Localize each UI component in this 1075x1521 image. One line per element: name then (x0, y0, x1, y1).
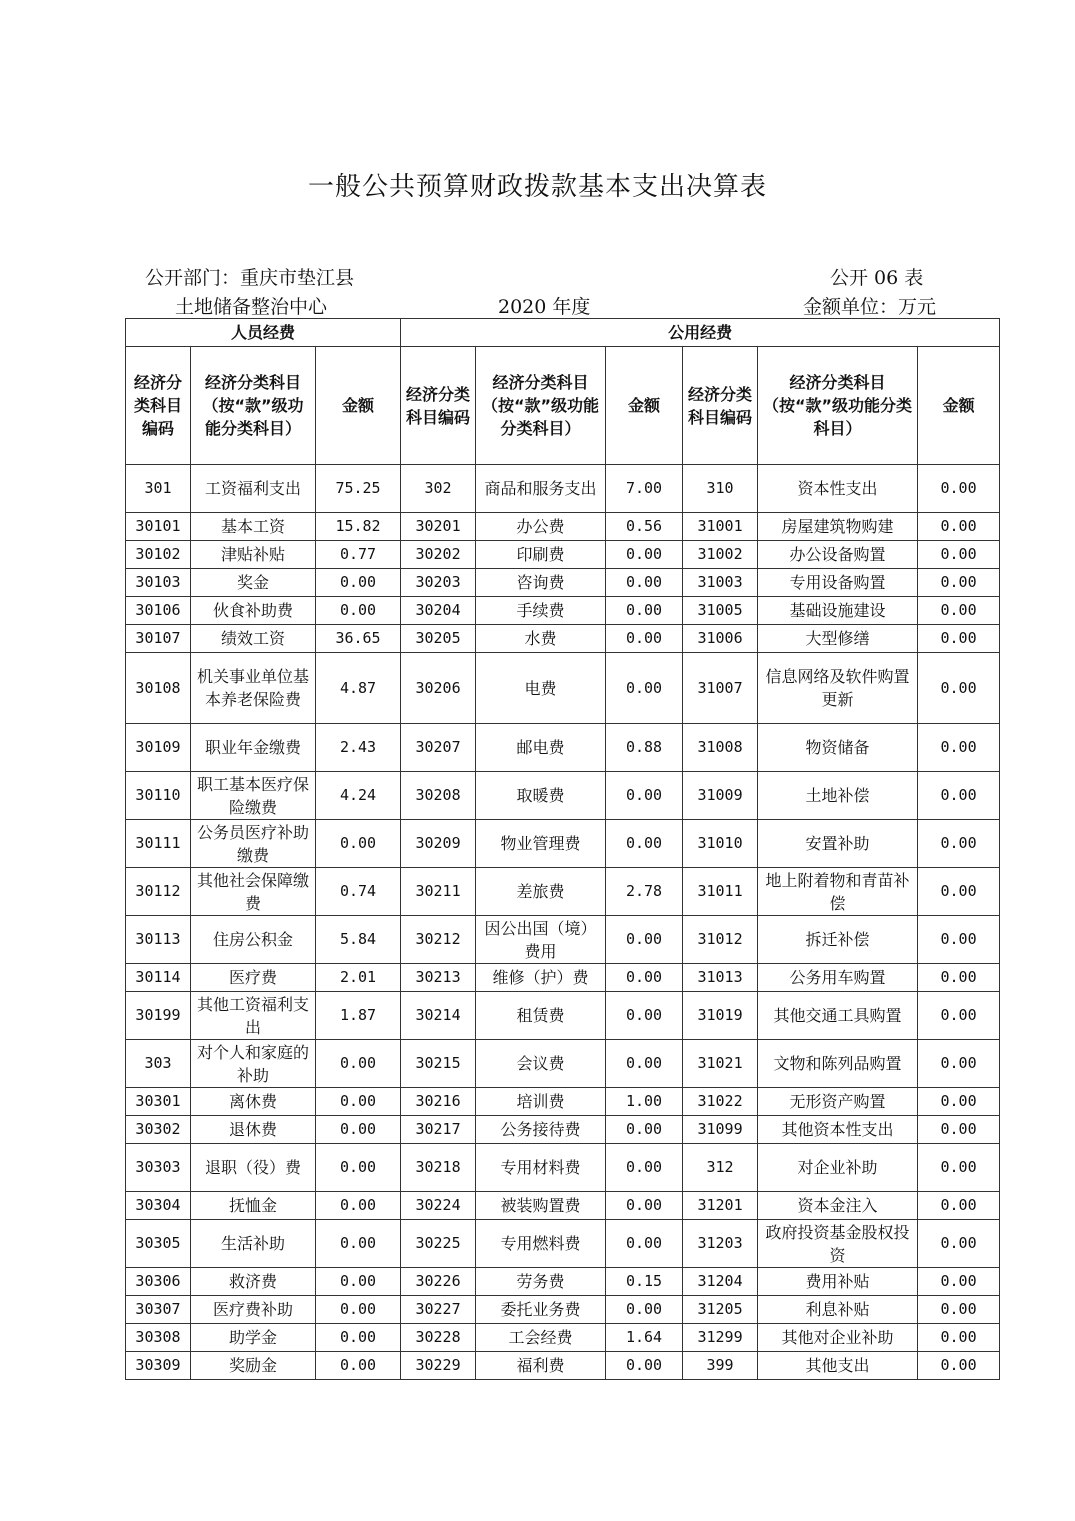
year-label: 2020 年度 (498, 296, 591, 318)
cell-code: 30110 (126, 772, 191, 820)
cell-amount: 0.00 (316, 1116, 401, 1144)
cell-name: 地上附着物和青苗补偿 (758, 868, 918, 916)
cell-code: 30108 (126, 653, 191, 724)
cell-code: 30201 (401, 513, 476, 541)
cell-code: 31005 (683, 597, 758, 625)
table-row (126, 653, 1000, 724)
cell-name: 抚恤金 (191, 1192, 316, 1220)
dept-line-1: 公开部门：重庆市垫江县 (145, 267, 355, 289)
cell-name: 住房公积金 (191, 916, 316, 964)
header-amount: 金额 (316, 347, 401, 465)
cell-amount: 0.00 (918, 1088, 1000, 1116)
cell-code: 30218 (401, 1144, 476, 1192)
cell-amount: 0.00 (316, 1352, 401, 1380)
cell-code: 30101 (126, 513, 191, 541)
cell-name: 伙食补助费 (191, 597, 316, 625)
cell-amount: 0.00 (316, 597, 401, 625)
expenditure-table (125, 318, 1000, 1380)
cell-name: 大型修缮 (758, 625, 918, 653)
cell-code: 31022 (683, 1088, 758, 1116)
header-name: 经济分类科目（按“款”级功能分类科目） (758, 347, 918, 465)
cell-amount: 1.87 (316, 992, 401, 1040)
cell-code: 30304 (126, 1192, 191, 1220)
cell-code: 30303 (126, 1144, 191, 1192)
cell-name: 办公费 (476, 513, 606, 541)
table-row (126, 541, 1000, 569)
cell-code: 30106 (126, 597, 191, 625)
table-row (126, 513, 1000, 541)
cell-code: 30305 (126, 1220, 191, 1268)
cell-name: 邮电费 (476, 724, 606, 772)
cell-code: 30307 (126, 1296, 191, 1324)
cell-name: 医疗费补助 (191, 1296, 316, 1324)
cell-amount: 0.00 (918, 1268, 1000, 1296)
cell-amount: 0.00 (918, 1296, 1000, 1324)
cell-code: 399 (683, 1352, 758, 1380)
cell-code: 30308 (126, 1324, 191, 1352)
cell-code: 30109 (126, 724, 191, 772)
cell-amount: 0.00 (316, 1296, 401, 1324)
table-row (126, 992, 1000, 1040)
cell-code: 30204 (401, 597, 476, 625)
cell-amount: 0.00 (316, 1040, 401, 1088)
cell-name: 工资福利支出 (191, 465, 316, 513)
cell-code: 30102 (126, 541, 191, 569)
cell-code: 302 (401, 465, 476, 513)
cell-code: 30309 (126, 1352, 191, 1380)
cell-code: 31201 (683, 1192, 758, 1220)
cell-name: 职业年金缴费 (191, 724, 316, 772)
cell-name: 机关事业单位基本养老保险费 (191, 653, 316, 724)
cell-amount: 0.00 (606, 597, 683, 625)
cell-name: 奖金 (191, 569, 316, 597)
cell-code: 30224 (401, 1192, 476, 1220)
cell-name: 手续费 (476, 597, 606, 625)
cell-code: 30209 (401, 820, 476, 868)
cell-amount: 0.00 (918, 772, 1000, 820)
cell-amount: 0.00 (918, 541, 1000, 569)
cell-code: 30214 (401, 992, 476, 1040)
header-code: 经济分类科目编码 (126, 347, 191, 465)
cell-code: 30302 (126, 1116, 191, 1144)
header-amount: 金额 (606, 347, 683, 465)
table-row (126, 820, 1000, 868)
cell-amount: 0.00 (918, 820, 1000, 868)
cell-amount: 0.15 (606, 1268, 683, 1296)
table-row (126, 1268, 1000, 1296)
table-row (126, 964, 1000, 992)
header-amount: 金额 (918, 347, 1000, 465)
cell-code: 30229 (401, 1352, 476, 1380)
table-row (126, 1296, 1000, 1324)
cell-code: 30199 (126, 992, 191, 1040)
table-row (126, 597, 1000, 625)
cell-code: 301 (126, 465, 191, 513)
cell-code: 30306 (126, 1268, 191, 1296)
cell-name: 公务员医疗补助缴费 (191, 820, 316, 868)
cell-amount: 0.00 (918, 964, 1000, 992)
cell-amount: 0.00 (606, 1220, 683, 1268)
cell-name: 公务用车购置 (758, 964, 918, 992)
cell-amount: 2.43 (316, 724, 401, 772)
cell-code: 30228 (401, 1324, 476, 1352)
table-row (126, 916, 1000, 964)
cell-amount: 0.00 (316, 1324, 401, 1352)
cell-name: 劳务费 (476, 1268, 606, 1296)
header-code: 经济分类科目编码 (683, 347, 758, 465)
cell-amount: 1.00 (606, 1088, 683, 1116)
cell-amount: 1.64 (606, 1324, 683, 1352)
cell-name: 咨询费 (476, 569, 606, 597)
table-row (126, 1220, 1000, 1268)
cell-amount: 0.00 (606, 1192, 683, 1220)
cell-name: 会议费 (476, 1040, 606, 1088)
cell-code: 31012 (683, 916, 758, 964)
cell-name: 因公出国（境）费用 (476, 916, 606, 964)
cell-amount: 0.00 (918, 569, 1000, 597)
cell-name: 维修（护）费 (476, 964, 606, 992)
cell-name: 信息网络及软件购置更新 (758, 653, 918, 724)
cell-name: 培训费 (476, 1088, 606, 1116)
table-row (126, 569, 1000, 597)
cell-name: 福利费 (476, 1352, 606, 1380)
cell-amount: 0.00 (316, 820, 401, 868)
header-name: 经济分类科目（按“款”级功能分类科目） (476, 347, 606, 465)
form-number: 公开 06 表 (830, 267, 924, 289)
cell-code: 31013 (683, 964, 758, 992)
cell-code: 30206 (401, 653, 476, 724)
table-row (126, 1040, 1000, 1088)
cell-code: 310 (683, 465, 758, 513)
cell-amount: 0.56 (606, 513, 683, 541)
cell-amount: 0.88 (606, 724, 683, 772)
cell-code: 31001 (683, 513, 758, 541)
cell-code: 31002 (683, 541, 758, 569)
table-row (126, 625, 1000, 653)
cell-name: 专用材料费 (476, 1144, 606, 1192)
cell-code: 31003 (683, 569, 758, 597)
cell-amount: 0.00 (606, 820, 683, 868)
cell-name: 被装购置费 (476, 1192, 606, 1220)
cell-name: 津贴补贴 (191, 541, 316, 569)
cell-name: 医疗费 (191, 964, 316, 992)
cell-amount: 0.00 (316, 1192, 401, 1220)
cell-amount: 0.00 (606, 964, 683, 992)
cell-code: 31008 (683, 724, 758, 772)
cell-name: 资本性支出 (758, 465, 918, 513)
cell-amount: 0.00 (918, 1144, 1000, 1192)
table-row (126, 1352, 1000, 1380)
cell-name: 物资储备 (758, 724, 918, 772)
cell-amount: 0.00 (606, 1296, 683, 1324)
cell-code: 31010 (683, 820, 758, 868)
cell-amount: 0.00 (316, 569, 401, 597)
table-row (126, 1192, 1000, 1220)
cell-name: 其他社会保障缴费 (191, 868, 316, 916)
cell-name: 物业管理费 (476, 820, 606, 868)
cell-amount: 0.00 (606, 1352, 683, 1380)
cell-amount: 0.00 (606, 541, 683, 569)
cell-code: 30207 (401, 724, 476, 772)
cell-amount: 0.00 (918, 513, 1000, 541)
cell-amount: 0.77 (316, 541, 401, 569)
cell-name: 委托业务费 (476, 1296, 606, 1324)
cell-amount: 0.74 (316, 868, 401, 916)
cell-name: 水费 (476, 625, 606, 653)
table-row (126, 1324, 1000, 1352)
cell-code: 30216 (401, 1088, 476, 1116)
cell-name: 政府投资基金股权投资 (758, 1220, 918, 1268)
cell-name: 文物和陈列品购置 (758, 1040, 918, 1088)
cell-amount: 7.00 (606, 465, 683, 513)
cell-code: 30114 (126, 964, 191, 992)
cell-name: 绩效工资 (191, 625, 316, 653)
unit-label: 金额单位：万元 (803, 296, 937, 318)
cell-code: 30212 (401, 916, 476, 964)
cell-code: 30107 (126, 625, 191, 653)
header-code: 经济分类科目编码 (401, 347, 476, 465)
table-row (126, 465, 1000, 513)
cell-name: 房屋建筑物购建 (758, 513, 918, 541)
cell-amount: 0.00 (606, 1144, 683, 1192)
table-row (126, 772, 1000, 820)
cell-amount: 0.00 (918, 653, 1000, 724)
cell-name: 印刷费 (476, 541, 606, 569)
cell-name: 退休费 (191, 1116, 316, 1144)
cell-amount: 0.00 (918, 1192, 1000, 1220)
cell-name: 利息补贴 (758, 1296, 918, 1324)
cell-amount: 0.00 (606, 1116, 683, 1144)
cell-amount: 4.24 (316, 772, 401, 820)
cell-amount: 0.00 (606, 992, 683, 1040)
cell-code: 30211 (401, 868, 476, 916)
cell-name: 离休费 (191, 1088, 316, 1116)
page-title: 一般公共预算财政拨款基本支出决算表 (307, 172, 767, 202)
table-row (126, 1088, 1000, 1116)
cell-amount: 36.65 (316, 625, 401, 653)
cell-name: 其他对企业补助 (758, 1324, 918, 1352)
section-public: 公用经费 (401, 319, 1000, 347)
cell-name: 对个人和家庭的补助 (191, 1040, 316, 1088)
cell-amount: 0.00 (918, 1324, 1000, 1352)
cell-amount: 0.00 (918, 1116, 1000, 1144)
cell-name: 资本金注入 (758, 1192, 918, 1220)
cell-code: 31006 (683, 625, 758, 653)
cell-code: 30111 (126, 820, 191, 868)
cell-name: 电费 (476, 653, 606, 724)
cell-code: 30112 (126, 868, 191, 916)
cell-amount: 0.00 (606, 625, 683, 653)
cell-name: 取暖费 (476, 772, 606, 820)
cell-name: 其他支出 (758, 1352, 918, 1380)
cell-code: 30208 (401, 772, 476, 820)
cell-code: 30225 (401, 1220, 476, 1268)
cell-amount: 0.00 (606, 916, 683, 964)
cell-code: 31099 (683, 1116, 758, 1144)
cell-code: 31204 (683, 1268, 758, 1296)
table-row (126, 868, 1000, 916)
cell-name: 对企业补助 (758, 1144, 918, 1192)
cell-name: 基本工资 (191, 513, 316, 541)
cell-code: 31019 (683, 992, 758, 1040)
cell-name: 费用补贴 (758, 1268, 918, 1296)
cell-code: 30227 (401, 1296, 476, 1324)
table-body (126, 465, 1000, 1380)
cell-amount: 0.00 (918, 597, 1000, 625)
cell-amount: 0.00 (918, 992, 1000, 1040)
table-row (126, 1116, 1000, 1144)
cell-amount: 0.00 (606, 653, 683, 724)
cell-code: 31203 (683, 1220, 758, 1268)
cell-name: 职工基本医疗保险缴费 (191, 772, 316, 820)
table-row (126, 1144, 1000, 1192)
cell-amount: 0.00 (918, 465, 1000, 513)
cell-amount: 0.00 (316, 1268, 401, 1296)
cell-amount: 0.00 (606, 569, 683, 597)
cell-amount: 0.00 (316, 1088, 401, 1116)
cell-amount: 0.00 (918, 1352, 1000, 1380)
cell-name: 无形资产购置 (758, 1088, 918, 1116)
cell-name: 退职（役）费 (191, 1144, 316, 1192)
cell-amount: 75.25 (316, 465, 401, 513)
cell-code: 303 (126, 1040, 191, 1088)
cell-code: 31299 (683, 1324, 758, 1352)
cell-name: 公务接待费 (476, 1116, 606, 1144)
table-row (126, 724, 1000, 772)
cell-name: 差旅费 (476, 868, 606, 916)
cell-name: 土地补偿 (758, 772, 918, 820)
cell-amount: 0.00 (918, 625, 1000, 653)
cell-name: 救济费 (191, 1268, 316, 1296)
cell-code: 30213 (401, 964, 476, 992)
cell-amount: 0.00 (606, 772, 683, 820)
cell-code: 30215 (401, 1040, 476, 1088)
cell-amount: 2.78 (606, 868, 683, 916)
cell-code: 30113 (126, 916, 191, 964)
cell-amount: 2.01 (316, 964, 401, 992)
cell-amount: 0.00 (918, 1220, 1000, 1268)
cell-amount: 4.87 (316, 653, 401, 724)
cell-code: 30217 (401, 1116, 476, 1144)
header-name: 经济分类科目（按“款”级功能分类科目） (191, 347, 316, 465)
cell-code: 30226 (401, 1268, 476, 1296)
cell-name: 助学金 (191, 1324, 316, 1352)
cell-amount: 5.84 (316, 916, 401, 964)
cell-amount: 0.00 (316, 1220, 401, 1268)
cell-code: 30103 (126, 569, 191, 597)
section-personnel: 人员经费 (126, 319, 401, 347)
cell-name: 其他交通工具购置 (758, 992, 918, 1040)
cell-amount: 0.00 (918, 724, 1000, 772)
cell-name: 办公设备购置 (758, 541, 918, 569)
cell-code: 31009 (683, 772, 758, 820)
cell-code: 30301 (126, 1088, 191, 1116)
cell-amount: 0.00 (316, 1144, 401, 1192)
cell-code: 30203 (401, 569, 476, 597)
cell-code: 31205 (683, 1296, 758, 1324)
cell-name: 拆迁补偿 (758, 916, 918, 964)
cell-name: 生活补助 (191, 1220, 316, 1268)
cell-amount: 0.00 (918, 916, 1000, 964)
cell-code: 30202 (401, 541, 476, 569)
cell-name: 租赁费 (476, 992, 606, 1040)
cell-code: 312 (683, 1144, 758, 1192)
cell-name: 奖励金 (191, 1352, 316, 1380)
cell-code: 31011 (683, 868, 758, 916)
cell-code: 30205 (401, 625, 476, 653)
cell-name: 专用设备购置 (758, 569, 918, 597)
cell-name: 其他工资福利支出 (191, 992, 316, 1040)
cell-name: 专用燃料费 (476, 1220, 606, 1268)
cell-amount: 0.00 (606, 1040, 683, 1088)
cell-name: 商品和服务支出 (476, 465, 606, 513)
cell-name: 基础设施建设 (758, 597, 918, 625)
cell-name: 安置补助 (758, 820, 918, 868)
cell-code: 31007 (683, 653, 758, 724)
cell-code: 31021 (683, 1040, 758, 1088)
dept-line-2: 土地储备整治中心 (175, 296, 328, 318)
cell-amount: 0.00 (918, 868, 1000, 916)
cell-name: 工会经费 (476, 1324, 606, 1352)
cell-amount: 0.00 (918, 1040, 1000, 1088)
cell-name: 其他资本性支出 (758, 1116, 918, 1144)
cell-amount: 15.82 (316, 513, 401, 541)
